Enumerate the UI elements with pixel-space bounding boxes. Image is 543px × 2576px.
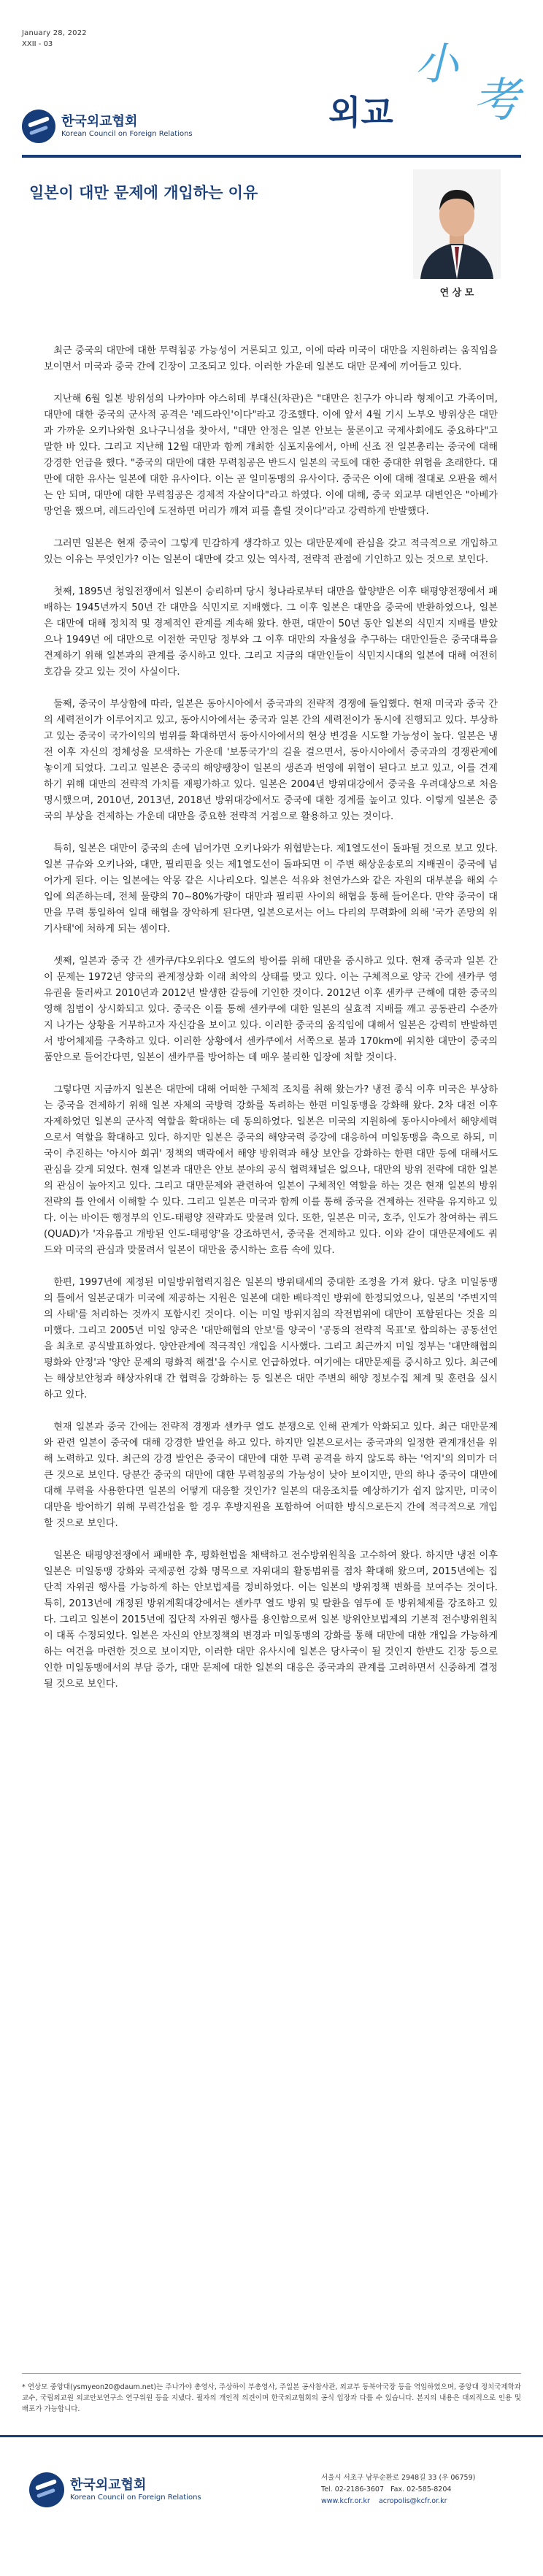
newsletter-header bbox=[0, 0, 543, 146]
article-paragraph: 한편, 1997년에 제정된 미일방위협력지침은 일본의 방위태세의 중대한 조정을 가져 왔다. 당초 미일동맹의 틀에서 일본군대가 미국에 제공하는 지원은 일본에 대한 배타적인 방위에 한정되었으나, 일본의 '주변지역의 사태'를 처리하는 것까지 포함시킨 것이다. 이는 미일 방위지침의 작전범위에 대만이 포함된다는 것을 의미했다. 그리고 2005년 미일 양국은 '대만해협의 안보'를 양국이 '공동의 전략적 목표'로 합의하는 공동선언을 최초로 공식발표하였다. 양안관계에 적극적인 개입을 시사했다. 그리고 최근까지 미일 정부는 '대만해협의 평화와 안정'과 '양안 문제의 평화적 해결'을 수시로 언급하였다. 여기에는 대만문제를 중시하고 있다. 최근에는 해상보안청과 해상자위대 간 협력을 강화하는 등 일본은 대만 주변의 해양 정보수집 체계 및 훈련을 실시하고 있다. bbox=[44, 1277, 498, 1400]
issue-date: January 28, 2022 bbox=[22, 29, 87, 37]
article-paragraph: 셋째, 일본과 중국 간 센카쿠/댜오위다오 열도의 방어를 위해 대만을 중시하고 있다. 현재 중국과 일본 간 이 문제는 1972년 양국의 관계정상화 이래 최악의 상태를 맞고 있다. 이는 구체적으로 양국 간에 센카쿠 영유권을 둘러싸고 2010년과 2012년 발생한 갈등에 기인한 것이다. 2012년 이후 센카쿠 근해에 대한 중국의 영해 침범이 상시화되고 있다. 중국은 이를 통해 센카쿠에 대한 일본의 실효적 지배를 깨고 공동관리 수준까지 나가는 상황을 거부하고자 자신감을 보이고 있다. 이러한 중국의 움직임에 대해서 일본은 강력히 반발하면서 방어체제를 구축하고 있다. 이러한 상황에서 센카쿠에서 서쪽으로 불과 170km에 위치한 대만이 중국의 품안으로 들어간다면, 일본이 센카쿠를 방어하는 데 매우 불리한 입장에 처할 것이다. bbox=[44, 956, 498, 1063]
author-footnote: * 연상모 중앙대(ysmyeon20@daum.net)는 주나가야 총영사, 주상하이 부총영사, 주일본 공사참사관, 외교부 동북아국장 등을 역임하였으며, 중앙대 정치국제학과 교수, 국립외교원 외교안보연구소 연구위원 등을 지냈다. 필자의 개인적 의견이며 한국외교협회의 공식 입장과 다를 수 있습니다. 본지의 내용은 대외적으로 인용 및 배포가 가능합니다. bbox=[22, 2383, 521, 2413]
article-paragraph: 그러면 일본은 현재 중국이 그렇게 민감하게 생각하고 있는 대만문제에 관심을 갖고 적극적으로 개입하고 있는 이유는 무엇인가? 이는 일본이 대만에 갖고 있는 역사적, 전략적 관점에 기인하고 있는 것으로 보인다. bbox=[44, 538, 498, 565]
article-paragraph: 현재 일본과 중국 간에는 전략적 경쟁과 센카쿠 열도 분쟁으로 인해 관계가 악화되고 있다. 최근 대만문제와 관련 일본이 중국에 대해 강경한 발언을 하고 있다. 하지만 일본으로서는 중국과의 일정한 관계개선을 위해 노력하고 있다. 최근의 강경 발언은 중국이 대만에 대한 무력 공격을 하지 않도록 하는 '억지'의 의미가 더 큰 것으로 보인다. 당분간 중국의 대만에 대한 무력침공의 가능성이 낮아 보이지만, 만의 하나 중국이 대만에 대해 무력을 사용한다면 일본의 어떻게 대응할 것인가? 일본의 대응조치를 예상하기가 쉽지 않지만, 미국이 대만을 방어하기 위해 무력간섭을 할 경우 후방지원을 포함하여 어떠한 방식으로든지 간에 적극적으로 개입할 것으로 보인다. bbox=[44, 1422, 498, 1529]
org-emblem-icon bbox=[29, 2472, 64, 2507]
issue-volume: XXII - 03 bbox=[22, 40, 53, 48]
article-paragraph: 일본은 태평양전쟁에서 패배한 후, 평화헌법을 채택하고 전수방위원칙을 고수하여 왔다. 하지만 냉전 이후 일본은 미일동맹 강화와 국제공헌 강화 명목으로 자위대의 활동범위를 점차 확대해 왔으며, 2015년에는 집단적 자위권 행사를 가능하게 하는 안보법제를 정비하였다. 이는 일본의 방위정책 변화를 보여주는 것이다. 특히, 2013년에 개정된 방위계획대강에서는 센카쿠 열도 방위 및 탈환을 염두에 둔 방위체제를 강조하고 있다. 그리고 일본이 2015년에 집단적 자위권 행사를 용인함으로써 일본 방위안보법제의 기본적 전수방위원칙이 대폭 수정되었다. 일본은 자신의 안보정책의 변경과 미일동맹의 강화를 통해 대만에 대한 개입을 가능하게 하는 여건을 마련한 것으로 보이지만, 이러한 대만 유사시에 일본은 당사국이 될 것인지 한반도 긴장 등으로 인한 미일동맹에서의 부담 증가, 대만 문제에 대한 일본의 대응은 중국과의 관계를 고려하면서 신중하게 결정될 것으로 보인다. bbox=[44, 1550, 498, 1690]
article-title: 일본이 대만 문제에 개입하는 이유 bbox=[29, 184, 258, 202]
header-divider bbox=[22, 155, 521, 158]
footer-address: 서울시 서초구 남부순환로 2948길 33 (우 06759) bbox=[321, 2474, 476, 2482]
article-paragraph: 둘째, 중국이 부상함에 따라, 일본은 동아시아에서 중국과의 전략적 경쟁에 돌입했다. 현재 미국과 중국 간의 세력전이가 이루어지고 있고, 동아시아에서는 중국과 일본 간의 세력전이가 동시에 진행되고 있다. 부상하고 있는 중국이 국가이익의 범위를 확대하면서 동아시아에서의 현상 변경을 시도할 가능성이 높다. 일본은 냉전 이후 자신의 정체성을 모색하는 가운데 '보통국가'의 길을 걸으면서, 동아시아에서 중국과의 경쟁관계에 놓이게 되었다. 그리고 일본은 중국의 해양팽창이 일본의 생존과 번영에 위협이 된다고 보고 있고, 이를 견제하기 위해 대만의 전략적 가치를 재평가하고 있다. 일본은 2004년 방위대강에서 중국을 우려대상으로 처음 명시했으며, 2010년, 2013년, 2018년 방위대강에서도 중국에 대한 경계를 높이고 있다. 이렇게 일본은 중국의 부상을 견제하는 가운데 대만을 중요한 전략적 거점으로 활용하고 있는 것이다. bbox=[44, 699, 498, 822]
footer-contact bbox=[321, 2472, 475, 2507]
footer-tel: Tel. 02-2186-3607 bbox=[321, 2485, 385, 2493]
article-paragraph: 특히, 일본은 대만이 중국의 손에 넘어가면 오키나와가 위협받는다. 제1열도선이 돌파될 것으로 보고 있다. 일본 규슈와 오키나와, 대만, 필리핀을 잇는 제1열도선이 돌파되면 이 주변 해상운송로의 지배권이 중국에 넘어가게 된다. 이는 일본에는 악몽 같은 시나리오다. 일본은 석유와 천연가스와 같은 자원의 대부분을 해외 수입에 의존하는데, 전체 물량의 70~80%가량이 대만과 필리핀 사이의 해협을 통해 들어온다. 만약 중국이 대만을 무력 통일하여 일대 해협을 장악하게 된다면, 일본으로서는 어느 다리의 무력화에 의해 '국가 존망의 위기사태'에 처하게 되는 셈이다. bbox=[44, 843, 498, 935]
article-paragraph: 첫째, 1895년 청일전쟁에서 일본이 승리하며 당시 청나라로부터 대만을 할양받은 이후 태평양전쟁에서 패배하는 1945년까지 50년 간 대만을 식민지로 지배했다. 그 이후 일본은 대만을 중국에 반환하였으나, 일본은 대만에 대해 정치적 및 경제적인 관계를 계속해 왔다. 한편, 대만이 50년 동안 일본의 식민지 지배를 받았으나 1949년 에 대만으로 이전한 국민당 정부와 그 이후 대만의 자율성을 추구하는 대만인들은 중국대륙을 견제하기 위해 일본과의 관계를 중시하고 있다. 그리고 지금의 대만인들이 식민지시대의 일본에 대해 여전히 호감을 갖고 있는 것이 사실이다. bbox=[44, 586, 498, 678]
brand-go: 考 bbox=[473, 74, 520, 128]
brand-so: 小 bbox=[415, 39, 458, 90]
footnote-divider bbox=[22, 2373, 521, 2374]
article-paragraph: 그렇다면 지금까지 일본은 대만에 대해 어떠한 구체적 조치를 취해 왔는가? 냉전 종식 이후 미국은 부상하는 중국을 견제하기 위해 일본 자체의 국방력 강화를 독려하는 한편 미일동맹을 강화해 왔다. 2차 대전 이후 자제하였던 일본의 군사적 역할을 확대하는 데 동의하였다. 일본은 미국의 지원하에 동아시아에서 해양세력으로서 역할을 확대하고 있다. 하지만 일본은 중국의 해양국력 증강에 대응하여 미일동맹을 축으로 하되, 미국이 추진하는 '아시아 회귀' 정책의 맥락에서 해양 방위력과 해상 보안을 강화하는 한편 대만 등에 대해서도 관심을 갖게 되었다. 현재 일본과 대만은 안보 분야의 공식 협력채널은 없으나, 대만의 방위 전략에 대한 일본의 관심이 높아지고 있다. 그리고 대만문제와 관련하여 일본이 구체적인 역할을 하는 것은 현재 일본의 방위 전략의 틀 안에서 이해할 수 있다. 그리고 일본은 미국과 함께 이를 통해 중국을 견제하는 전략을 유지하고 있다. 이는 바이든 행정부의 인도-태평양 전략과도 맞물려 있다. 또한, 일본은 미국, 호주, 인도가 참여하는 쿼드(QUAD)가 '자유롭고 개방된 인도-태평양'을 강조하면서, 중국을 견제하고 있다. 이와 같이 대만문제에도 쿼드와 미국의 관심과 맞물려서 일본이 대만을 중시하는 흐름 속에 있다. bbox=[44, 1084, 498, 1256]
article-paragraph: 최근 중국의 대만에 대한 무력침공 가능성이 거론되고 있고, 이에 따라 미국이 대만을 지원하려는 움직임을 보이면서 미국과 중국 간에 긴장이 고조되고 있다. 이러한 가운데 일본도 대만 문제에 끼어들고 있다. bbox=[44, 345, 498, 372]
newsletter-brand bbox=[327, 29, 531, 131]
org-emblem-icon bbox=[22, 110, 55, 143]
footer-org-name-en: Korean Council on Foreign Relations bbox=[70, 2493, 201, 2502]
footer-email-link[interactable]: acropolis@kcfr.or.kr bbox=[378, 2497, 447, 2505]
brand-wae: 외교 bbox=[328, 93, 393, 132]
footer-org-logo[interactable] bbox=[29, 2472, 201, 2507]
org-name-kr: 한국외교협회 bbox=[61, 114, 138, 129]
footer-website-link[interactable]: www.kcfr.or.kr bbox=[321, 2497, 370, 2505]
article-body bbox=[44, 343, 498, 1709]
article-paragraph: 지난해 6월 일본 방위성의 나카야마 야스히데 부대신(차관)은 "대만은 친구가 아니라 형제이고 가족이며, 대만에 대한 중국의 군사적 공격은 '레드라인'이다"라고 강조했다. 이에 앞서 4월 기시 노부오 방위상은 대만과 가까운 오키나와현 요나구니섬을 찾아서, "대만 안정은 일본 안보는 물론이고 국제사회에도 중요하다"고 말한 바 있다. 그리고 지난해 12월 대만과 함께 개최한 심포지움에서, 아베 신조 전 일본총리는 중국에 대해 강경한 언급을 했다. "중국의 대만에 대한 무력침공은 반드시 일본의 국토에 대한 중대한 위협을 초래한다. 대만에 대한 유사는 일본에 대한 유사이다. 이는 곧 일미동맹의 유사이다. 중국은 이에 대해 절대로 오판을 해서는 안 되며, 대만에 대한 무력침공은 경제적 자살이다"라고 하였다. 이에 대해, 중국 외교부 대변인은 "아베가 망언을 했으며, 레드라인에 도전하면 머리가 깨져 피를 흘릴 것이다"라고 강력하게 반발했다. bbox=[44, 394, 498, 517]
author-portrait bbox=[413, 169, 501, 279]
newsletter-footer bbox=[0, 2437, 543, 2576]
org-logo[interactable] bbox=[22, 110, 193, 143]
footer-fax: Fax. 02-585-8204 bbox=[390, 2485, 452, 2493]
footer-org-name-kr: 한국외교협회 bbox=[70, 2477, 147, 2493]
author-name: 연 상 모 bbox=[439, 288, 474, 299]
org-name-en: Korean Council on Foreign Relations bbox=[61, 130, 193, 138]
